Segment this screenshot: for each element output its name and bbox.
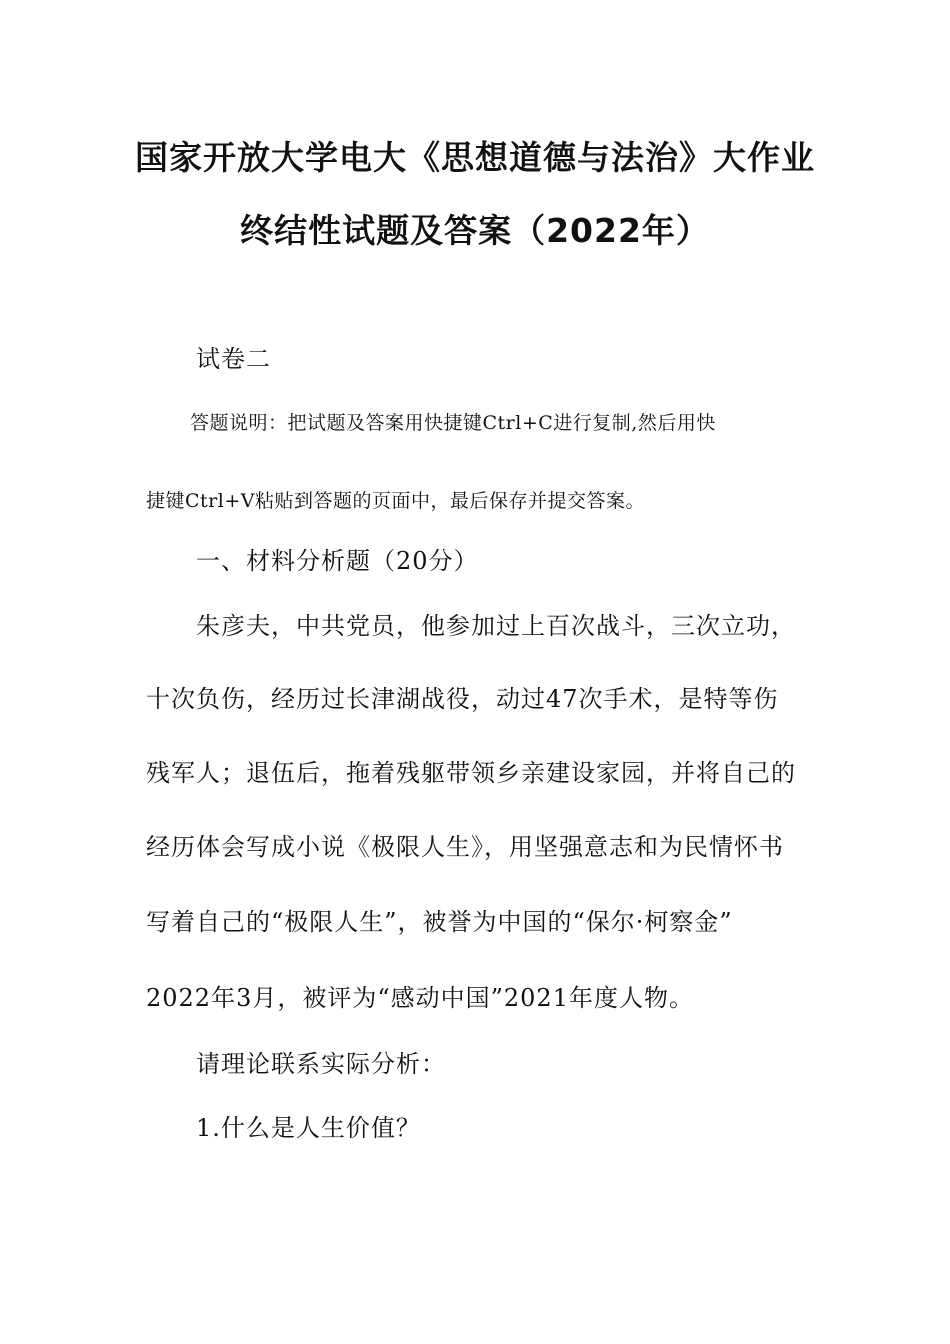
material-line: 写着自己的“极限人生”，被誉为中国的“保尔·柯察金” — [146, 908, 733, 936]
paper-label: 试卷二 — [196, 345, 271, 373]
material-line: 十次负伤，经历过长津湖战役，动过47次手术，是特等伤 — [146, 685, 779, 713]
document-title-line-1: 国家开放大学电大《思想道德与法治》大作业 — [135, 138, 815, 177]
material-line: 2022年3月，被评为“感动中国”2021年度人物。 — [146, 984, 694, 1012]
document-title-line-2: 终结性试题及答案（2022年） — [240, 211, 710, 250]
instructions-line-1: 答题说明：把试题及答案用快捷键Ctrl+C进行复制,然后用快 — [190, 412, 716, 434]
material-line: 残军人；退伍后，拖着残躯带领乡亲建设家园，并将自己的 — [146, 759, 796, 787]
material-line: 朱彦夫，中共党员，他参加过上百次战斗，三次立功， — [196, 612, 796, 640]
material-line: 经历体会写成小说《极限人生》，用坚强意志和为民情怀书 — [146, 833, 784, 861]
analysis-prompt: 请理论联系实际分析： — [196, 1050, 446, 1078]
question-1: 1.什么是人生价值？ — [196, 1114, 421, 1142]
section-heading: 一、材料分析题（20分） — [196, 547, 479, 575]
instructions-line-2: 捷键Ctrl+V粘贴到答题的页面中，最后保存并提交答案。 — [146, 490, 645, 512]
